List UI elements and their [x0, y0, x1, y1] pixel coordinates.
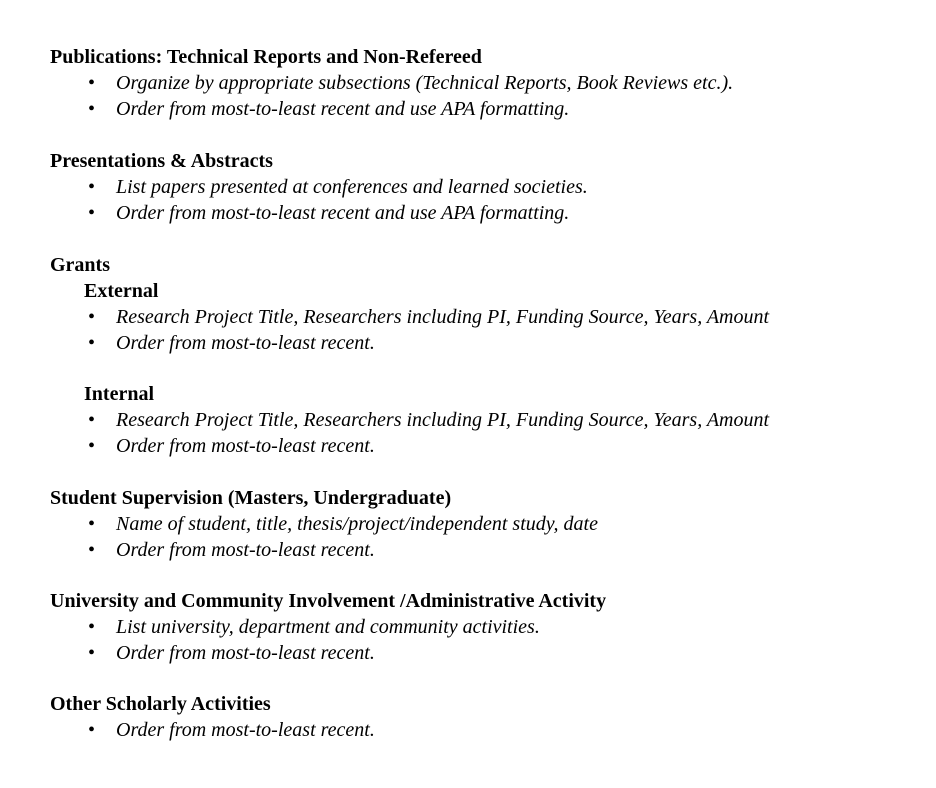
section-presentations — [50, 148, 910, 226]
subsection-heading-external: External — [84, 280, 159, 302]
list-item — [50, 717, 910, 743]
list-item — [50, 70, 910, 96]
bullet-list — [50, 511, 910, 563]
spacer — [50, 459, 910, 485]
list-item-text: Order from most-to-least recent. — [116, 435, 375, 457]
list-item — [50, 96, 910, 122]
bullet-icon: • — [88, 642, 96, 664]
spacer — [50, 356, 910, 381]
section-publications — [50, 44, 910, 122]
section-student-supervision — [50, 485, 910, 563]
list-item-text: Research Project Title, Researchers including PI, Funding Source, Years, Amount — [116, 409, 770, 431]
bullet-list — [50, 174, 910, 226]
list-item-text: Organize by appropriate subsections (Technical Reports, Book Reviews etc.). — [116, 72, 734, 94]
list-item-text: Order from most-to-least recent. — [116, 642, 375, 664]
bullet-list — [50, 614, 910, 666]
subsection-heading-internal: Internal — [84, 383, 154, 405]
bullet-icon: • — [88, 719, 96, 741]
list-item — [50, 200, 910, 226]
list-item-text: Order from most-to-least recent and use APA formatting. — [116, 202, 570, 224]
list-item-text: Order from most-to-least recent. — [116, 539, 375, 561]
bullet-icon: • — [88, 202, 96, 224]
bullet-icon: • — [88, 409, 96, 431]
list-item-text: Name of student, title, thesis/project/independent study, date — [116, 513, 598, 535]
bullet-list — [50, 717, 910, 743]
bullet-icon: • — [88, 98, 96, 120]
section-heading: Grants — [50, 254, 110, 276]
bullet-icon: • — [88, 513, 96, 535]
list-item — [50, 511, 910, 537]
list-item — [50, 330, 910, 356]
section-heading: Presentations & Abstracts — [50, 150, 273, 172]
list-item-text: List university, department and community activities. — [116, 616, 540, 638]
list-item-text: Order from most-to-least recent. — [116, 332, 375, 354]
section-heading: Other Scholarly Activities — [50, 693, 271, 715]
bullet-icon: • — [88, 539, 96, 561]
list-item — [50, 407, 910, 433]
list-item — [50, 640, 910, 666]
section-other-scholarly — [50, 691, 910, 743]
section-heading: University and Community Involvement /Administrative Activity — [50, 590, 607, 612]
list-item-text: Order from most-to-least recent and use APA formatting. — [116, 98, 570, 120]
section-heading: Publications: Technical Reports and Non-Refereed — [50, 46, 482, 68]
bullet-icon: • — [88, 435, 96, 457]
bullet-list — [50, 407, 910, 459]
spacer — [50, 122, 910, 148]
section-heading: Student Supervision (Masters, Undergraduate) — [50, 487, 452, 509]
bullet-icon: • — [88, 306, 96, 328]
list-item — [50, 537, 910, 563]
document-page — [50, 44, 910, 743]
spacer — [50, 226, 910, 252]
bullet-icon: • — [88, 72, 96, 94]
spacer — [50, 666, 910, 691]
list-item — [50, 433, 910, 459]
list-item-text: Research Project Title, Researchers including PI, Funding Source, Years, Amount — [116, 306, 770, 328]
bullet-list — [50, 70, 910, 122]
bullet-icon: • — [88, 616, 96, 638]
section-grants — [50, 252, 910, 459]
bullet-icon: • — [88, 176, 96, 198]
bullet-list — [50, 304, 910, 356]
list-item-text: Order from most-to-least recent. — [116, 719, 375, 741]
section-university-community — [50, 588, 910, 666]
list-item — [50, 304, 910, 330]
list-item — [50, 614, 910, 640]
bullet-icon: • — [88, 332, 96, 354]
list-item — [50, 174, 910, 200]
list-item-text: List papers presented at conferences and learned societies. — [116, 176, 588, 198]
spacer — [50, 563, 910, 588]
